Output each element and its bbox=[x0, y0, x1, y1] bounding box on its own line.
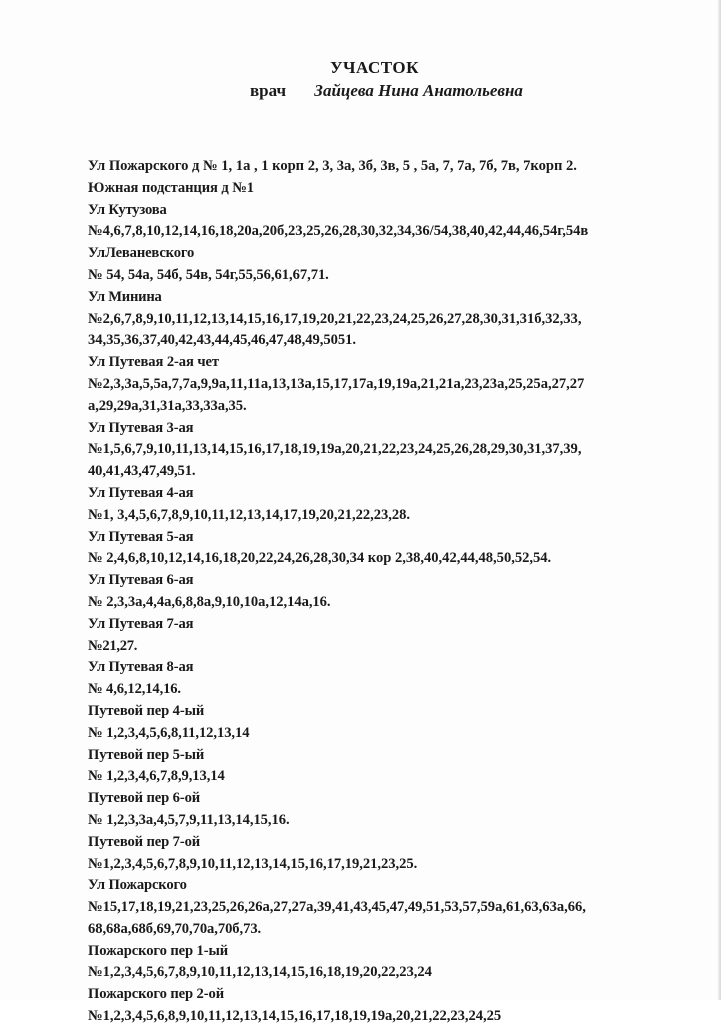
address-line: 40,41,43,47,49,51. bbox=[88, 463, 196, 480]
address-list bbox=[88, 156, 716, 1028]
address-line: Ул Пожарского д № 1, 1а , 1 корп 2, 3, 3а, 3б, 3в, 5 , 5а, 7, 7а, 7б, 7в, 7корп 2. bbox=[88, 158, 577, 174]
address-line: №2,6,7,8,9,10,11,12,13,14,15,16,17,19,20,21,22,23,24,25,26,27,28,30,31,31б,32,33, bbox=[88, 310, 582, 327]
address-line: Пожарского пер 2-ой bbox=[88, 986, 224, 1003]
address-line: № 1,2,3,4,6,7,8,9,13,14 bbox=[88, 768, 225, 785]
address-line: Путевой пер 5-ый bbox=[88, 746, 205, 763]
address-line: №15,17,18,19,21,23,25,26,26а,27,27а,39,41,43,45,47,49,51,53,57,59а,61,63,63а,66, bbox=[88, 899, 586, 916]
address-line: Ул Пожарского bbox=[88, 877, 187, 894]
address-line: №2,3,3а,5,5а,7,7а,9,9а,11,11а,13,13а,15,17,17а,19,19а,21,21а,23,23а,25,25а,27,27 bbox=[88, 375, 585, 392]
address-line: №1,5,6,7,9,10,11,13,14,15,16,17,18,19,19а,20,21,22,23,24,25,26,28,29,30,31,37,39, bbox=[88, 441, 582, 458]
address-line: Ул Путевая 5-ая bbox=[88, 528, 194, 545]
address-line: а,29,29а,31,31а,33,33а,35. bbox=[88, 397, 247, 414]
address-line: №1,2,3,4,5,6,8,9,10,11,12,13,14,15,16,17,18,19,19а,20,21,22,23,24,25 bbox=[88, 1008, 502, 1025]
address-line: УлЛеваневского bbox=[88, 245, 195, 262]
address-line: №21,27. bbox=[88, 637, 138, 654]
page-title: УЧАСТОК bbox=[330, 58, 419, 77]
address-line: Путевой пер 6-ой bbox=[88, 790, 201, 807]
address-line: № 4,6,12,14,16. bbox=[88, 681, 181, 698]
address-line: №1, 3,4,5,6,7,8,9,10,11,12,13,14,17,19,20,21,22,23,28. bbox=[88, 506, 410, 523]
address-line: Ул Путевая 8-ая bbox=[88, 659, 194, 676]
address-line: 68,68а,68б,69,70,70а,70б,73. bbox=[88, 920, 262, 937]
address-line: № 1,2,3,4,5,6,8,11,12,13,14 bbox=[88, 724, 250, 741]
address-line: № 2,3,3а,4,4а,6,8,8а,9,10,10а,12,14а,16. bbox=[88, 593, 331, 610]
address-line: № 54, 54а, 54б, 54в, 54г,55,56,61,67,71. bbox=[88, 266, 329, 283]
doctor-line bbox=[250, 81, 523, 101]
address-line: Ул Путевая 7-ая bbox=[88, 615, 194, 632]
address-line: № 1,2,3,3а,4,5,7,9,11,13,14,15,16. bbox=[88, 811, 290, 828]
address-line: Ул Путевая 3-ая bbox=[88, 419, 194, 436]
address-line: Ул Путевая 2-ая чет bbox=[88, 354, 219, 371]
address-line: № 2,4,6,8,10,12,14,16,18,20,22,24,26,28,30,34 кор 2,38,40,42,44,48,50,52,54. bbox=[88, 550, 552, 567]
address-line: №4,6,7,8,10,12,14,16,18,20а,20б,23,25,26,28,30,32,34,36/54,38,40,42,44,46,54г,54в bbox=[88, 223, 589, 240]
address-line: Путевой пер 4-ый bbox=[88, 702, 205, 719]
address-line: Ул Путевая 6-ая bbox=[88, 572, 194, 589]
address-line: Пожарского пер 1-ый bbox=[88, 942, 229, 959]
address-line: Ул Кутузова bbox=[88, 201, 167, 218]
address-line: Ул Минина bbox=[88, 288, 162, 305]
address-line: №1,2,3,4,5,6,7,8,9,10,11,12,13,14,15,16,17,19,21,23,25. bbox=[88, 855, 418, 872]
address-line: Южная подстанция д №1 bbox=[88, 179, 254, 196]
doctor-role: врач bbox=[250, 81, 287, 100]
address-line: Путевой пер 7-ой bbox=[88, 833, 201, 850]
address-line: №1,2,3,4,5,6,7,8,9,10,11,12,13,14,15,16,18,19,20,22,23,24 bbox=[88, 964, 432, 981]
address-line: Ул Путевая 4-ая bbox=[88, 484, 194, 501]
doctor-name: Зайцева Нина Анатольевна bbox=[314, 81, 523, 100]
address-line: 34,35,36,37,40,42,43,44,45,46,47,48,49,5051. bbox=[88, 332, 356, 349]
